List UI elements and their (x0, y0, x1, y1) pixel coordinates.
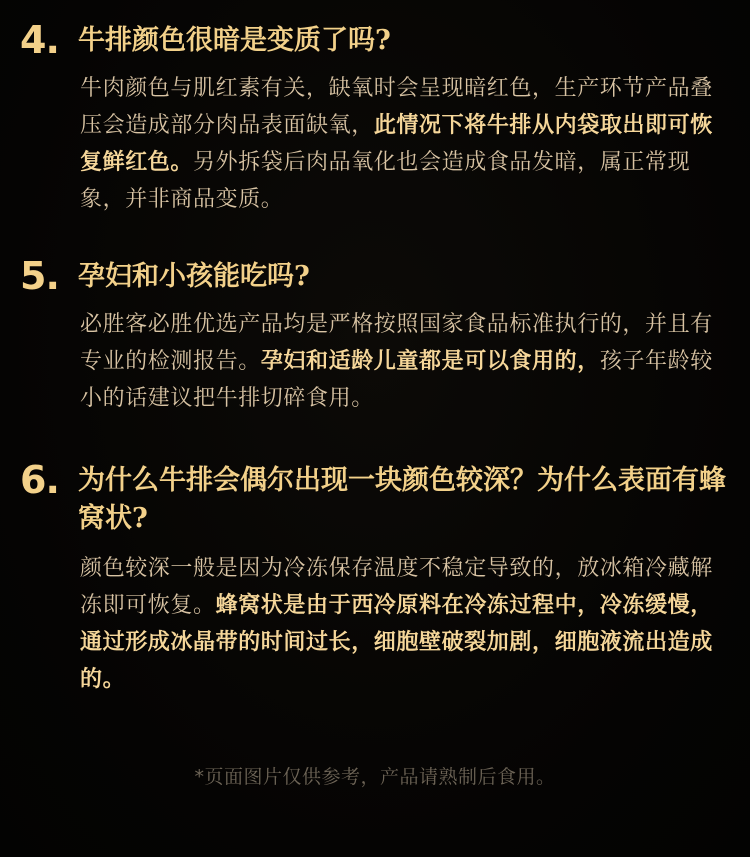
faq-number: 6. (20, 458, 59, 502)
answer-highlight: 蜂窝状是由于西冷原料在冷冻过程中，冷冻缓慢，通过形成冰晶带的时间过长，细胞壁破裂加剧，细胞液流出造成的。 (80, 593, 713, 692)
faq-item-6 (20, 458, 730, 698)
faq-answer (80, 306, 730, 417)
answer-text: 必胜客必胜优选产品均是严格按照国家食品标准执行的，并且有专业的检测报告。 (80, 312, 713, 374)
answer-text-continued: 另外拆袋后肉品氧化也会造成食品发暗，属正常现象，并非商品变质。 (80, 150, 691, 212)
faq-number: 4. (20, 18, 59, 62)
faq-item-5 (20, 254, 730, 417)
faq-answer (80, 70, 730, 218)
faq-number: 5. (20, 254, 59, 298)
answer-highlight: 孕妇和适龄儿童都是可以食用的， (260, 349, 600, 374)
faq-header (20, 18, 730, 62)
answer-text: 牛肉颜色与肌红素有关，缺氧时会呈现暗红色，生产环节产品叠压会造成部分肉品表面缺氧， (80, 76, 713, 138)
faq-question: 为什么牛排会偶尔出现一块颜色较深？为什么表面有蜂窝状? (78, 465, 726, 534)
answer-text: 颜色较深一般是因为冷冻保存温度不稳定导致的，放冰箱冷藏解冻即可恢复。 (80, 556, 713, 618)
faq-header (20, 458, 730, 538)
faq-header (20, 254, 730, 298)
faq-item-4 (20, 18, 730, 218)
answer-text-continued: 孩子年龄较小的话建议把牛排切碎食用。 (80, 349, 713, 411)
faq-question: 牛排颜色很暗是变质了吗? (78, 25, 391, 56)
answer-highlight: 此情况下将牛排从内袋取出即可恢复鲜红色。 (80, 113, 713, 175)
faq-answer (80, 550, 730, 698)
faq-question: 孕妇和小孩能吃吗? (78, 261, 310, 292)
disclaimer-footnote: *页面图片仅供参考，产品请熟制后食用。 (194, 766, 556, 788)
